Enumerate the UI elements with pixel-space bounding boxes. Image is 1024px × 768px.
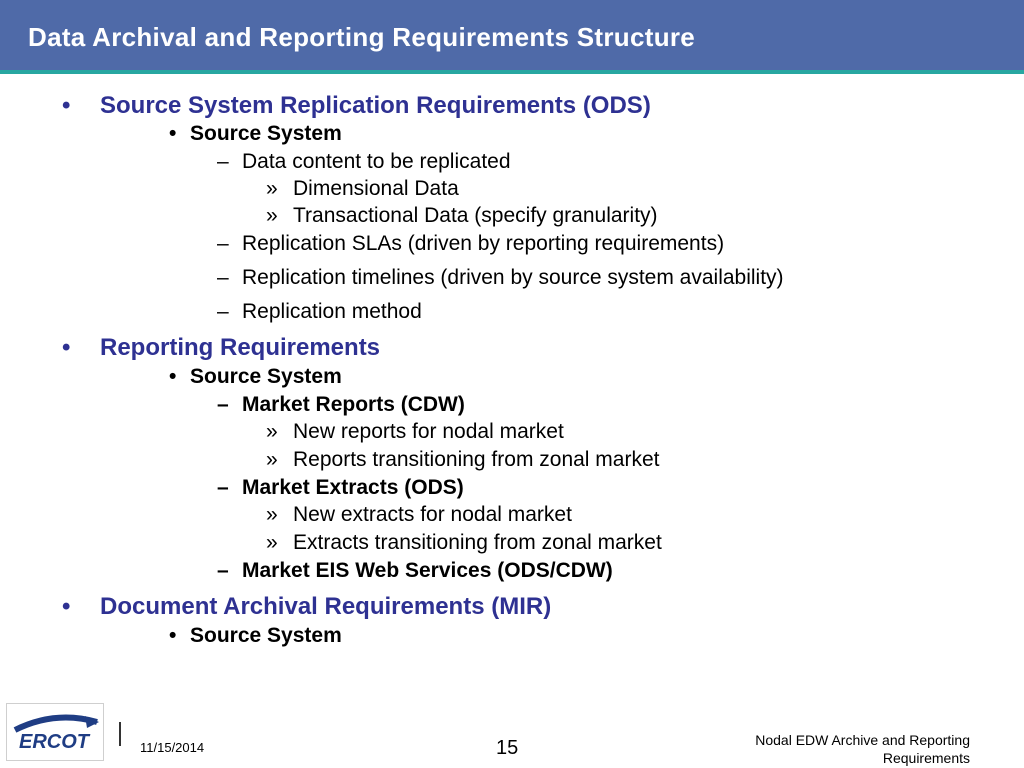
bullet-marker: »	[266, 448, 278, 471]
bullet-marker: •	[62, 92, 71, 119]
outline-text: Source System	[190, 624, 342, 647]
bullet-marker: –	[217, 266, 229, 289]
outline-text: Reporting Requirements	[100, 334, 381, 361]
bullet-marker: »	[266, 531, 278, 554]
outline-text: Replication SLAs (driven by reporting requirements)	[242, 232, 725, 255]
bullet-marker: »	[266, 177, 278, 200]
outline-text: Document Archival Requirements (MIR)	[100, 593, 552, 620]
bullet-marker: •	[169, 122, 177, 145]
outline-text: Source System	[190, 365, 342, 388]
bullet-marker: •	[169, 624, 177, 647]
logo-wordmark: ERCOT	[19, 731, 89, 753]
outline-text: Market EIS Web Services (ODS/CDW)	[242, 559, 613, 582]
footer-document-title	[755, 731, 970, 767]
bullet-marker: –	[217, 300, 229, 323]
bullet-marker: •	[169, 365, 177, 388]
slide-title: Data Archival and Reporting Requirements Structure	[28, 22, 696, 52]
outline-text: Source System Replication Requirements (ODS)	[100, 92, 651, 119]
outline-text: New extracts for nodal market	[293, 503, 572, 526]
outline-text: Replication method	[242, 300, 422, 323]
page-number: 15	[496, 737, 519, 759]
outline-text: Source System	[190, 122, 342, 145]
outline-text: Market Reports (CDW)	[242, 393, 465, 416]
bullet-marker: –	[217, 232, 229, 255]
outline-text: Transactional Data (specify granularity)	[293, 204, 658, 227]
outline-text: Reports transitioning from zonal market	[293, 448, 660, 471]
outline-text: Replication timelines (driven by source system availability)	[242, 266, 784, 289]
footer-date: 11/15/2014	[140, 740, 205, 755]
bullet-marker: –	[217, 150, 229, 173]
outline-text: Data content to be replicated	[242, 150, 511, 173]
footer-separator	[119, 722, 121, 746]
bullet-marker: –	[217, 559, 229, 582]
bullet-marker: »	[266, 204, 278, 227]
footer-doc-line1: Nodal EDW Archive and Reporting	[755, 732, 970, 748]
outline-text: Dimensional Data	[293, 177, 459, 200]
outline-text: New reports for nodal market	[293, 420, 564, 443]
footer-doc-line2: Requirements	[882, 750, 970, 766]
bullet-marker: •	[62, 334, 71, 361]
outline-text: Market Extracts (ODS)	[242, 476, 464, 499]
bullet-marker: •	[62, 593, 71, 620]
bullet-marker: »	[266, 503, 278, 526]
bullet-marker: –	[217, 393, 229, 416]
ercot-logo	[6, 703, 104, 761]
bullet-marker: –	[217, 476, 229, 499]
bullet-marker: »	[266, 420, 278, 443]
outline-text: Extracts transitioning from zonal market	[293, 531, 662, 554]
